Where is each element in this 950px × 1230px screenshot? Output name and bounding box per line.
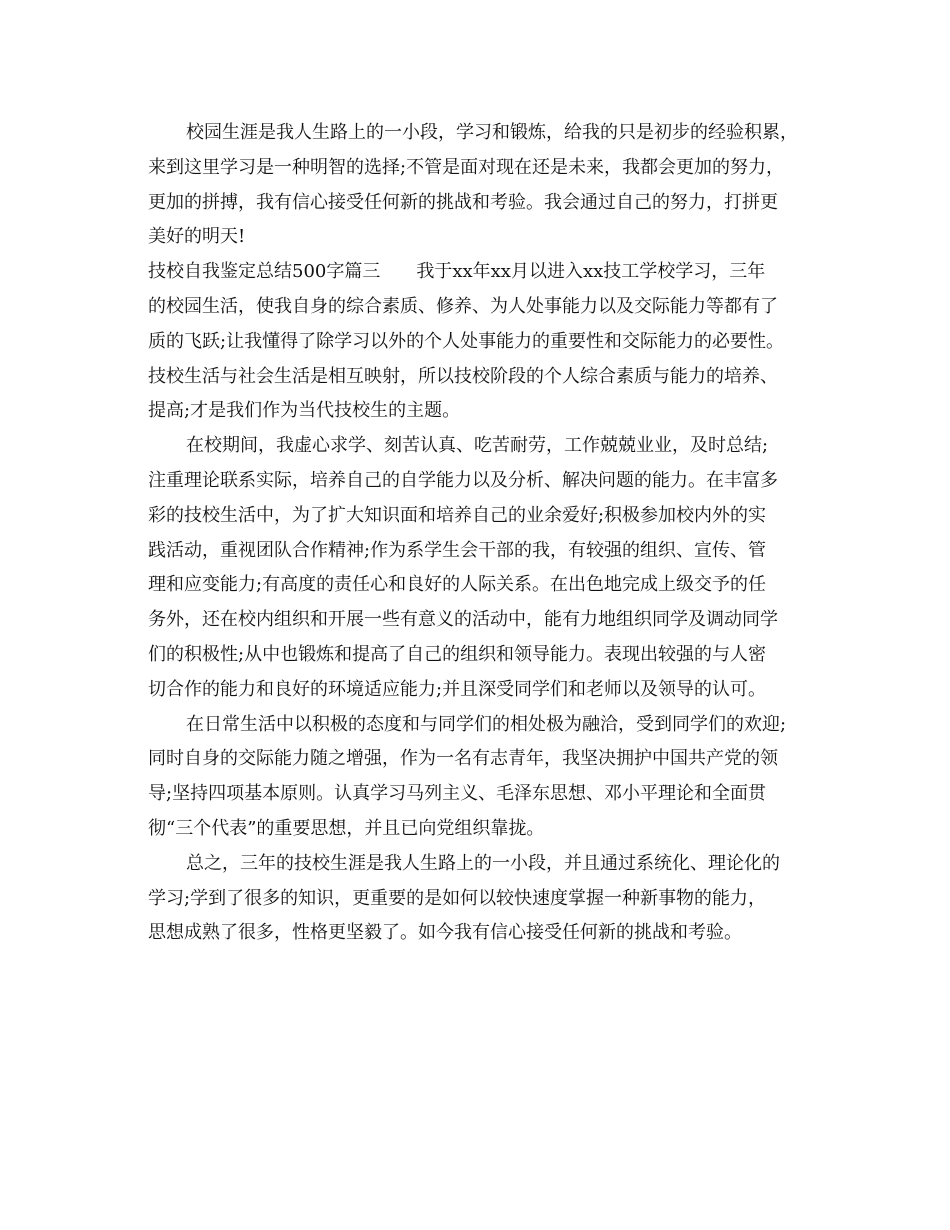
text-line: 质的飞跃;让我懂得了除学习以外的个人处事能力的重要性和交际能力的必要性。 — [148, 330, 785, 352]
text-line: 提高;才是我们作为当代技校生的主题。 — [148, 400, 461, 422]
text-line: 彩的技校生活中，为了扩大知识面和培养自己的业余爱好;积极参加校内外的实 — [148, 504, 767, 526]
text-line: 在日常生活中以积极的态度和与同学们的相处极为融洽，受到同学们的欢迎; — [186, 713, 787, 735]
text-line: 更加的拼搏，我有信心接受任何新的挑战和考验。我会通过自己的努力，打拼更 — [148, 191, 778, 213]
document-body — [148, 116, 818, 951]
text-line: 理和应变能力;有高度的责任心和良好的人际关系。在出色地完成上级交予的任 — [148, 574, 767, 596]
text-line: 同时自身的交际能力随之增强，作为一名有志青年，我坚决拥护中国共产党的领 — [148, 748, 778, 770]
text-line: 技校生活与社会生活是相互映射，所以技校阶段的个人综合素质与能力的培养、 — [148, 365, 778, 387]
text-line: 来到这里学习是一种明智的选择;不管是面对现在还是未来，我都会更加的努力， — [148, 156, 785, 178]
text-line: 注重理论联系实际，培养自己的自学能力以及分析、解决问题的能力。在丰富多 — [148, 469, 778, 491]
text-line: 在校期间，我虚心求学、刻苦认真、吃苦耐劳，工作兢兢业业，及时总结; — [186, 435, 769, 457]
text-line: 的校园生活，使我自身的综合素质、修养、为人处事能力以及交际能力等都有了 — [148, 295, 778, 317]
text-line: 践活动，重视团队合作精神;作为系学生会干部的我，有较强的组织、宣传、管 — [148, 539, 767, 561]
text-line: 技校自我鉴定总结500字篇三 我于xx年xx月以进入xx技工学校学习，三年 — [148, 261, 766, 283]
text-line: 切合作的能力和良好的环境适应能力;并且深受同学们和老师以及领导的认可。 — [148, 678, 767, 700]
text-line: 思想成熟了很多，性格更坚毅了。如今我有信心接受任何新的挑战和考验。 — [148, 922, 742, 944]
text-line: 导;坚持四项基本原则。认真学习马列主义、毛泽东思想、邓小平理论和全面贯 — [148, 783, 767, 805]
text-line: 彻“三个代表”的重要思想，并且已向党组织靠拢。 — [148, 817, 545, 839]
text-line: 总之，三年的技校生涯是我人生路上的一小段，并且通过系统化、理论化的 — [186, 852, 780, 874]
text-line: 学习;学到了很多的知识，更重要的是如何以较快速度掌握一种新事物的能力， — [148, 887, 767, 909]
text-line: 务外，还在校内组织和开展一些有意义的活动中，能有力地组织同学及调动同学 — [148, 609, 778, 631]
text-line: 们的积极性;从中也锻炼和提高了自己的组织和领导能力。表现出较强的与人密 — [148, 643, 767, 665]
text-line: 校园生涯是我人生路上的一小段，学习和锻炼，给我的只是初步的经验积累， — [186, 122, 798, 143]
text-line: 美好的明天! — [148, 226, 246, 248]
